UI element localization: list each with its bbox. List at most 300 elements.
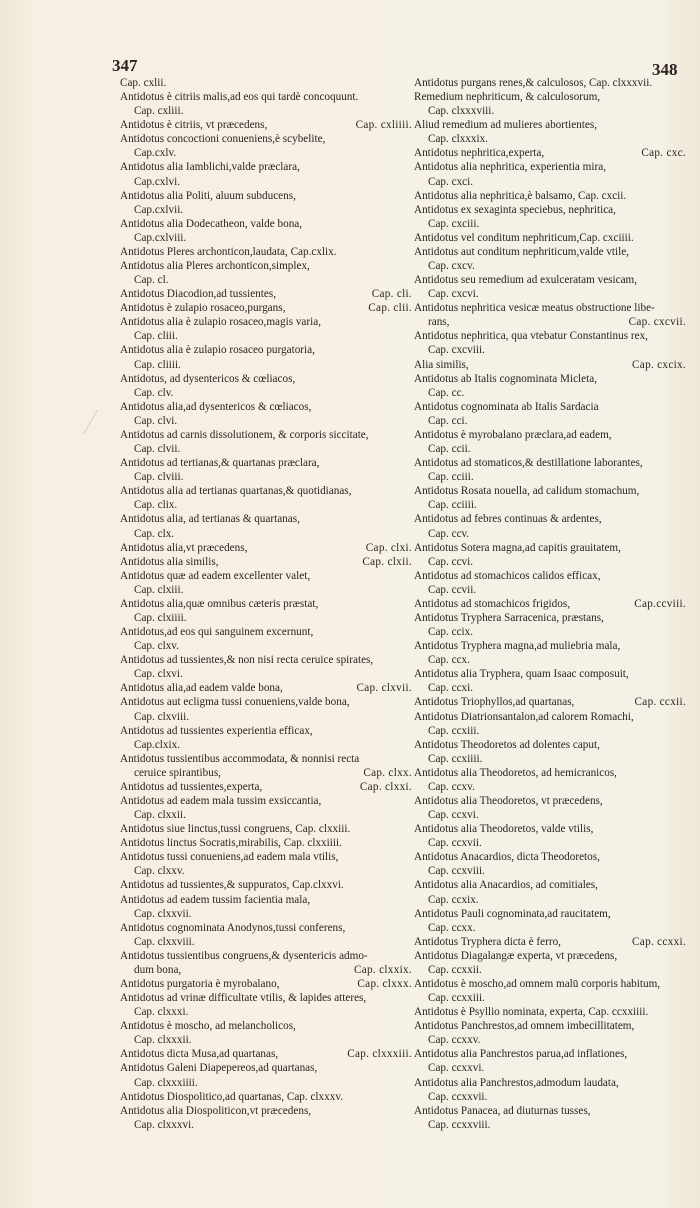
entry-text: Antidotus ad tussientes,& suppuratos, Cap.clxxvi. bbox=[120, 879, 344, 892]
index-entry-line bbox=[414, 1061, 686, 1075]
index-entry-line bbox=[120, 273, 412, 287]
index-entry-line bbox=[414, 597, 686, 611]
entry-text: Cap. ccx. bbox=[428, 654, 470, 667]
entry-text: Antidotus, ad dysentericos & cœliacos, bbox=[120, 372, 296, 385]
entry-text: Antidotus seu remedium ad exulceratam vesicam, bbox=[414, 274, 638, 287]
entry-text: Antidotus concoctioni conueniens,è scybelite, bbox=[120, 133, 326, 146]
index-entry-line bbox=[414, 1104, 686, 1118]
index-entry-line bbox=[120, 569, 412, 583]
entry-text: Antidotus purgatoria è myrobalano, bbox=[120, 978, 280, 990]
entry-text: Antidotus alia è zulapio rosaceo purgatoria, bbox=[120, 344, 315, 357]
index-entry-line bbox=[414, 442, 686, 456]
entry-text: Antidotus alia nephritica,è balsamo, Cap. cxcii. bbox=[414, 189, 627, 202]
chapter-ref: Cap. clxxx. bbox=[357, 978, 412, 990]
entry-text: Antidotus alia Theodoretos, ad hemicranicos, bbox=[414, 766, 617, 779]
index-entry-line bbox=[120, 822, 412, 836]
entry-text: Cap. clxv. bbox=[134, 640, 179, 653]
index-entry-line bbox=[414, 766, 686, 780]
index-entry-line bbox=[120, 386, 412, 400]
entry-text: Cap. clxxxvi. bbox=[134, 1118, 194, 1131]
index-entry-line bbox=[120, 498, 412, 512]
chapter-ref: Cap. cxliiii. bbox=[355, 119, 412, 132]
chapter-ref: Cap. clxii. bbox=[362, 555, 412, 568]
entry-text: rans, bbox=[428, 316, 450, 329]
entry-text: Alia similis, bbox=[414, 358, 469, 371]
entry-text: Antidotus alia Iamblichi,valde præclara, bbox=[120, 161, 300, 174]
entry-text: Cap. clvii. bbox=[134, 443, 181, 456]
index-entry-line bbox=[414, 146, 686, 160]
index-entry-line bbox=[414, 935, 686, 949]
index-entry-line bbox=[120, 681, 412, 695]
entry-text: Cap. cci. bbox=[428, 414, 468, 427]
entry-text: Antidotus è citriis, vt præcedens, bbox=[120, 119, 268, 132]
entry-text: Cap. ccxvi. bbox=[428, 809, 479, 822]
entry-text: Cap. clxxxiiii. bbox=[134, 1076, 198, 1089]
index-entry-line bbox=[120, 203, 412, 217]
chapter-ref: Cap. clxx. bbox=[363, 766, 412, 779]
index-entry-line bbox=[120, 935, 412, 949]
chapter-ref: Cap. cxcix. bbox=[632, 358, 686, 371]
chapter-ref: Cap. clxxxiii. bbox=[347, 1048, 412, 1061]
chapter-ref: Cap. clxxix. bbox=[354, 963, 412, 976]
entry-text: Cap. ccxix. bbox=[428, 893, 479, 906]
index-entry-line bbox=[120, 315, 412, 329]
entry-text: Cap. clxxvii. bbox=[134, 907, 192, 920]
entry-text: Cap. clxxxviii. bbox=[428, 105, 495, 118]
index-entry-line bbox=[414, 343, 686, 357]
entry-text: Cap. ccxiii. bbox=[428, 724, 480, 737]
entry-text: Cap. cxliii. bbox=[134, 105, 184, 118]
index-entry-line bbox=[120, 118, 412, 132]
index-entry-line bbox=[414, 836, 686, 850]
index-entry-line bbox=[414, 864, 686, 878]
index-entry-line bbox=[120, 329, 412, 343]
index-entry-line bbox=[120, 541, 412, 555]
chapter-ref: Cap. clxi. bbox=[365, 541, 412, 554]
index-entry-line bbox=[414, 569, 686, 583]
entry-text: Cap. ccv. bbox=[428, 527, 470, 540]
index-entry-line bbox=[414, 372, 686, 386]
entry-text: Cap. clxiiii. bbox=[134, 611, 187, 624]
entry-text: Cap. clvi. bbox=[134, 414, 178, 427]
entry-text: Antidotus nephritica, qua vtebatur Constantinus rex, bbox=[414, 330, 648, 343]
entry-text: Antidotus Diospolitico,ad quartanas, Cap. clxxxv. bbox=[120, 1090, 343, 1103]
entry-text: Cap. cciii. bbox=[428, 471, 474, 484]
index-entry-line bbox=[414, 1005, 686, 1019]
index-entry-line bbox=[120, 414, 412, 428]
index-entry-line bbox=[120, 1090, 412, 1104]
entry-text: Cap. cliiii. bbox=[134, 358, 181, 371]
entry-text: Cap. ccxiiii. bbox=[428, 752, 483, 765]
entry-text: Cap. clxviii. bbox=[134, 710, 189, 723]
index-entry-line bbox=[414, 1118, 686, 1132]
entry-text: Cap. ccxx. bbox=[428, 921, 476, 934]
page-number-left: 347 bbox=[112, 56, 138, 75]
entry-text: Antidotus tussientibus congruens,& dysentericis admo- bbox=[120, 949, 368, 962]
entry-text: Cap. ccii. bbox=[428, 443, 471, 456]
index-entry-line bbox=[120, 527, 412, 541]
entry-text: Antidotus ad febres continuas & ardentes, bbox=[414, 513, 602, 526]
entry-text: Cap. ccvi. bbox=[428, 555, 474, 568]
index-entry-line bbox=[414, 231, 686, 245]
entry-text: Antidotus ad tussientes experientia efficax, bbox=[120, 724, 313, 737]
entry-text: Antidotus ad stomaticos,& destillatione laborantes, bbox=[414, 457, 643, 470]
index-entry-line bbox=[414, 498, 686, 512]
index-entry-line bbox=[414, 203, 686, 217]
entry-text: Antidotus Pauli cognominata,ad raucitatem, bbox=[414, 907, 611, 920]
entry-text: Cap. ccxxv. bbox=[428, 1034, 481, 1047]
index-entry-line bbox=[120, 597, 412, 611]
index-entry-line bbox=[414, 329, 686, 343]
entry-text: Cap. cxcviii. bbox=[428, 344, 485, 357]
entry-text: Antidotus alia Dodecatheon, valde bona, bbox=[120, 217, 303, 230]
index-entry-line bbox=[120, 484, 412, 498]
entry-text: Antidotus purgans renes,& calculosos, Cap. clxxxvii. bbox=[414, 77, 653, 89]
index-entry-line bbox=[414, 625, 686, 639]
index-entry-line bbox=[120, 301, 412, 315]
index-entry-line bbox=[120, 738, 412, 752]
index-entry-line bbox=[414, 667, 686, 681]
entry-text: Cap. clv. bbox=[134, 386, 174, 399]
chapter-ref: Cap. cxc. bbox=[641, 147, 686, 160]
index-entry-line bbox=[414, 907, 686, 921]
entry-text: Antidotus ad carnis dissolutionem, & corporis siccitate, bbox=[120, 428, 369, 441]
entry-text: Cap. clviii. bbox=[134, 471, 184, 484]
index-entry-line bbox=[414, 470, 686, 484]
index-entry-line bbox=[414, 104, 686, 118]
index-entry-line bbox=[120, 175, 412, 189]
entry-text: Antidotus Triophyllos,ad quartanas, bbox=[414, 696, 575, 709]
entry-text: Antidotus alia Tryphera, quam Isaac composuit, bbox=[414, 668, 629, 681]
index-entry-line bbox=[414, 991, 686, 1005]
index-entry-line bbox=[120, 695, 412, 709]
index-entry-line bbox=[414, 301, 686, 315]
entry-text: Antidotus ad stomachicos calidos efficax, bbox=[414, 569, 601, 582]
entry-text: Antidotus alia,ad dysentericos & cœliacos, bbox=[120, 400, 312, 413]
entry-text: Antidotus Rosata nouella, ad calidum stomachum, bbox=[414, 485, 640, 498]
index-entry-line bbox=[414, 1033, 686, 1047]
entry-text: Antidotus nephritica vesicæ meatus obstructione libe- bbox=[414, 302, 655, 315]
index-entry-line bbox=[120, 104, 412, 118]
entry-text: Antidotus alia Theodoretos, valde vtilis, bbox=[414, 823, 594, 836]
entry-text: Antidotus Diacodion,ad tussientes, bbox=[120, 288, 276, 301]
index-entry-line bbox=[120, 1076, 412, 1090]
chapter-ref: Cap. clxxi. bbox=[359, 780, 412, 793]
entry-text: Cap. clxxxix. bbox=[428, 133, 488, 146]
entry-text: Antidotus è citriis malis,ad eos qui tardè concoquunt. bbox=[120, 91, 359, 104]
index-entry-line bbox=[414, 273, 686, 287]
index-entry-line bbox=[414, 780, 686, 794]
index-entry-line bbox=[414, 160, 686, 174]
index-entry-line bbox=[414, 90, 686, 104]
entry-text: Antidotus Galeni Diapepereos,ad quartanas, bbox=[120, 1062, 318, 1075]
entry-text: Antidotus ad vrinæ difficultate vtilis, & lapides atteres, bbox=[120, 992, 367, 1005]
entry-text: Cap. cliii. bbox=[134, 330, 178, 343]
entry-text: Antidotus aut conditum nephriticum,valde vtile, bbox=[414, 245, 630, 258]
page-number-right: 348 bbox=[652, 60, 678, 79]
index-entry-line bbox=[414, 287, 686, 301]
index-entry-line bbox=[120, 1033, 412, 1047]
index-entry-line bbox=[414, 639, 686, 653]
entry-text: Antidotus alia ad tertianas quartanas,& quotidianas, bbox=[120, 485, 352, 498]
index-entry-line bbox=[120, 808, 412, 822]
entry-text: Cap. clxxv. bbox=[134, 865, 185, 878]
entry-text: Cap. ccxvii. bbox=[428, 837, 482, 850]
index-entry-line bbox=[120, 442, 412, 456]
index-entry-line bbox=[414, 878, 686, 892]
entry-text: Cap. ccvii. bbox=[428, 583, 477, 596]
entry-text: Cap. clix. bbox=[134, 499, 178, 512]
entry-text: Antidotus cognominata Anodynos,tussi conferens, bbox=[120, 921, 346, 934]
index-entry-line bbox=[414, 315, 686, 329]
entry-text: Antidotus alia Panchrestos,admodum laudata, bbox=[414, 1076, 619, 1089]
entry-text: Cap.cxlv. bbox=[134, 147, 177, 160]
entry-text: Antidotus alia,vt præcedens, bbox=[120, 541, 248, 554]
index-entry-line bbox=[414, 583, 686, 597]
index-entry-line bbox=[414, 456, 686, 470]
entry-text: Antidotus ad eadem tussim facientia mala, bbox=[120, 893, 311, 906]
entry-text: Antidotus nephritica,experta, bbox=[414, 147, 545, 160]
entry-text: Antidotus ad stomachicos frigidos, bbox=[414, 597, 570, 610]
index-entry-line bbox=[120, 921, 412, 935]
index-entry-line bbox=[120, 991, 412, 1005]
index-entry-line bbox=[414, 132, 686, 146]
entry-text: Antidotus Anacardios, dicta Theodoretos, bbox=[414, 851, 600, 864]
index-entry-line bbox=[120, 217, 412, 231]
index-entry-line bbox=[414, 653, 686, 667]
entry-text: Cap. clxxviii. bbox=[134, 935, 195, 948]
index-entry-line bbox=[414, 414, 686, 428]
chapter-ref: Cap. ccxxi. bbox=[632, 935, 686, 948]
entry-text: Antidotus linctus Socratis,mirabilis, Cap. clxxiiii. bbox=[120, 837, 342, 850]
entry-text: Antidotus siue linctus,tussi congruens, Cap. clxxiii. bbox=[120, 823, 351, 836]
entry-text: Antidotus vel conditum nephriticum,Cap. cxciiii. bbox=[414, 231, 634, 244]
index-entry-line bbox=[120, 780, 412, 794]
index-entry-line bbox=[414, 1090, 686, 1104]
index-entry-line bbox=[120, 893, 412, 907]
index-entry-line bbox=[120, 1104, 412, 1118]
index-entry-line bbox=[120, 189, 412, 203]
index-entry-line bbox=[120, 259, 412, 273]
entry-text: Cap. cxlii. bbox=[120, 77, 167, 89]
index-entry-line bbox=[120, 752, 412, 766]
index-entry-line bbox=[414, 794, 686, 808]
entry-text: Antidotus alia Theodoretos, vt præcedens, bbox=[414, 794, 603, 807]
entry-text: Aliud remedium ad mulieres abortientes, bbox=[414, 119, 597, 132]
index-entry-line bbox=[414, 400, 686, 414]
entry-text: Antidotus alia similis, bbox=[120, 555, 219, 568]
index-entry-line bbox=[414, 808, 686, 822]
index-entry-line bbox=[120, 907, 412, 921]
index-entry-line bbox=[414, 245, 686, 259]
entry-text: Antidotus è zulapio rosaceo,purgans, bbox=[120, 302, 286, 315]
index-entry-line bbox=[414, 76, 686, 90]
entry-text: Antidotus quæ ad eadem excellenter valet, bbox=[120, 569, 311, 582]
entry-text: Antidotus ad tussientes,experta, bbox=[120, 780, 263, 793]
index-entry-line bbox=[414, 949, 686, 963]
index-entry-line bbox=[120, 949, 412, 963]
entry-text: Antidotus alia nephritica, experientia mira, bbox=[414, 161, 606, 174]
entry-text: Antidotus è moscho,ad omnem malū corporis habitum, bbox=[414, 978, 661, 990]
entry-text: Cap.cxlvii. bbox=[134, 203, 184, 216]
index-entry-line bbox=[120, 470, 412, 484]
index-entry-line bbox=[120, 1118, 412, 1132]
index-entry-line bbox=[414, 189, 686, 203]
index-entry-line bbox=[414, 977, 686, 991]
entry-text: Cap. cciiii. bbox=[428, 499, 477, 512]
index-entry-line bbox=[120, 400, 412, 414]
index-entry-line bbox=[120, 90, 412, 104]
index-entry-line bbox=[120, 963, 412, 977]
index-entry-line bbox=[120, 836, 412, 850]
entry-text: Antidotus ad eadem mala tussim exsiccantia, bbox=[120, 794, 322, 807]
index-entry-line bbox=[414, 484, 686, 498]
entry-text: Cap. ccxi. bbox=[428, 682, 474, 695]
chapter-ref: Cap. ccxii. bbox=[634, 696, 686, 709]
index-entry-line bbox=[120, 1061, 412, 1075]
index-entry-line bbox=[414, 1019, 686, 1033]
index-entry-line bbox=[414, 527, 686, 541]
index-entry-line bbox=[414, 175, 686, 189]
index-entry-line bbox=[414, 681, 686, 695]
entry-text: Cap. cxciii. bbox=[428, 217, 480, 230]
entry-text: Antidotus Tryphera magna,ad muliebria mala, bbox=[414, 640, 621, 653]
index-entry-line bbox=[120, 850, 412, 864]
entry-text: Antidotus ad tertianas,& quartanas præclara, bbox=[120, 457, 320, 470]
entry-text: Cap. cxcvi. bbox=[428, 288, 479, 301]
entry-text: Cap. ccxxviii. bbox=[428, 1118, 491, 1131]
index-entry-line bbox=[120, 583, 412, 597]
index-entry-line bbox=[414, 1047, 686, 1061]
entry-text: Antidotus Pleres archonticon,laudata, Cap.cxlix. bbox=[120, 245, 337, 258]
entry-text: Antidotus ex sexaginta speciebus, nephritica, bbox=[414, 203, 616, 216]
index-entry-line bbox=[120, 1047, 412, 1061]
index-entry-line bbox=[414, 695, 686, 709]
entry-text: Cap.clxix. bbox=[134, 738, 180, 751]
entry-text: Antidotus alia è zulapio rosaceo,magis varia, bbox=[120, 316, 321, 329]
index-entry-line bbox=[120, 512, 412, 526]
entry-text: Antidotus alia Politi, aluum subducens, bbox=[120, 189, 296, 202]
entry-text: Antidotus alia,ad eadem valde bona, bbox=[120, 682, 283, 695]
entry-text: Antidotus dicta Musa,ad quartanas, bbox=[120, 1048, 279, 1061]
index-entry-line bbox=[120, 653, 412, 667]
index-entry-line bbox=[120, 231, 412, 245]
entry-text: Antidotus Tryphera Sarracenica, præstans, bbox=[414, 611, 604, 624]
index-entry-line bbox=[120, 667, 412, 681]
index-entry-line bbox=[120, 766, 412, 780]
index-entry-line bbox=[120, 358, 412, 372]
entry-text: Antidotus tussi conueniens,ad eadem mala vtilis, bbox=[120, 851, 339, 864]
index-entry-line bbox=[120, 639, 412, 653]
entry-text: Antidotus Panacea, ad diuturnas tusses, bbox=[414, 1104, 591, 1117]
index-entry-line bbox=[120, 555, 412, 569]
entry-text: Cap. clxxii. bbox=[134, 809, 186, 822]
entry-text: Cap. clx. bbox=[134, 527, 175, 540]
index-entry-line bbox=[414, 850, 686, 864]
entry-text: Cap. cxcv. bbox=[428, 260, 475, 273]
index-entry-line bbox=[120, 160, 412, 174]
index-entry-line bbox=[414, 611, 686, 625]
entry-text: Antidotus cognominata ab Italis Sardacia bbox=[414, 400, 599, 413]
index-entry-line bbox=[414, 118, 686, 132]
index-entry-line bbox=[414, 555, 686, 569]
entry-text: Antidotus Tryphera dicta è ferro, bbox=[414, 935, 561, 948]
entry-text: Cap. cc. bbox=[428, 386, 465, 399]
index-entry-line bbox=[120, 146, 412, 160]
entry-text: Cap. ccxviii. bbox=[428, 865, 485, 878]
entry-text: Antidotus alia Panchrestos parua,ad inflationes, bbox=[414, 1048, 628, 1061]
index-entry-line bbox=[414, 921, 686, 935]
entry-text: Cap. ccix. bbox=[428, 626, 474, 639]
entry-text: Cap. ccxxvi. bbox=[428, 1062, 485, 1075]
chapter-ref: Cap. clii. bbox=[368, 302, 412, 315]
index-entry-line bbox=[120, 977, 412, 991]
entry-text: Antidotus aut ecligma tussi conueniens,valde bona, bbox=[120, 696, 350, 709]
index-entry-line bbox=[120, 456, 412, 470]
index-entry-line bbox=[414, 738, 686, 752]
entry-text: Cap. clxvi. bbox=[134, 668, 183, 681]
index-entry-line bbox=[120, 76, 412, 90]
entry-text: Remedium nephriticum, & calculosorum, bbox=[414, 91, 601, 104]
index-entry-line bbox=[120, 611, 412, 625]
entry-text: Cap. ccxxiii. bbox=[428, 992, 485, 1005]
index-entry-line bbox=[120, 132, 412, 146]
index-entry-line bbox=[414, 259, 686, 273]
entry-text: Antidotus è Psyllio nominata, experta, Cap. ccxxiiii. bbox=[414, 1006, 649, 1019]
entry-text: Antidotus Diagalangæ experta, vt præcedens, bbox=[414, 949, 618, 962]
index-entry-line bbox=[120, 1019, 412, 1033]
index-entry-line bbox=[414, 1076, 686, 1090]
entry-text: Cap. ccxv. bbox=[428, 780, 475, 793]
entry-text: Cap. clxxxi. bbox=[134, 1006, 189, 1019]
index-entry-line bbox=[414, 710, 686, 724]
chapter-ref: Cap.ccviii. bbox=[634, 597, 686, 610]
index-entry-line bbox=[120, 343, 412, 357]
entry-text: Antidotus alia Pleres archonticon,simplex, bbox=[120, 260, 310, 273]
entry-text: Cap. cxci. bbox=[428, 175, 474, 188]
index-entry-line bbox=[414, 512, 686, 526]
index-entry-line bbox=[414, 217, 686, 231]
entry-text: Antidotus Theodoretos ad dolentes caput, bbox=[414, 738, 600, 751]
entry-text: dum bona, bbox=[134, 963, 182, 976]
entry-text: Cap. cl. bbox=[134, 274, 169, 287]
entry-text: Cap. ccxxii. bbox=[428, 963, 482, 976]
index-entry-line bbox=[414, 963, 686, 977]
chapter-ref: Cap. cli. bbox=[371, 288, 412, 301]
index-entry-line bbox=[120, 710, 412, 724]
entry-text: ceruice spirantibus, bbox=[134, 766, 221, 779]
entry-text: Antidotus,ad eos qui sanguinem excernunt, bbox=[120, 626, 314, 639]
index-entry-line bbox=[120, 372, 412, 386]
index-entry-line bbox=[414, 386, 686, 400]
index-entry-line bbox=[414, 752, 686, 766]
index-entry-line bbox=[120, 878, 412, 892]
index-entry-line bbox=[414, 724, 686, 738]
entry-text: Cap.cxlvi. bbox=[134, 175, 180, 188]
entry-text: Antidotus alia Anacardios, ad comitiales, bbox=[414, 879, 598, 892]
index-column-left bbox=[120, 76, 412, 1132]
index-entry-line bbox=[414, 428, 686, 442]
entry-text: Antidotus alia,quæ omnibus cæteris præstat, bbox=[120, 597, 319, 610]
entry-text: Antidotus è myrobalano præclara,ad eadem, bbox=[414, 428, 612, 441]
index-entry-line bbox=[120, 1005, 412, 1019]
entry-text: Antidotus Panchrestos,ad omnem imbecillitatem, bbox=[414, 1020, 635, 1033]
index-entry-line bbox=[414, 822, 686, 836]
index-entry-line bbox=[414, 893, 686, 907]
entry-text: Antidotus è moscho, ad melancholicos, bbox=[120, 1020, 296, 1033]
margin-pen-mark bbox=[83, 410, 120, 434]
index-column-right bbox=[414, 76, 686, 1132]
